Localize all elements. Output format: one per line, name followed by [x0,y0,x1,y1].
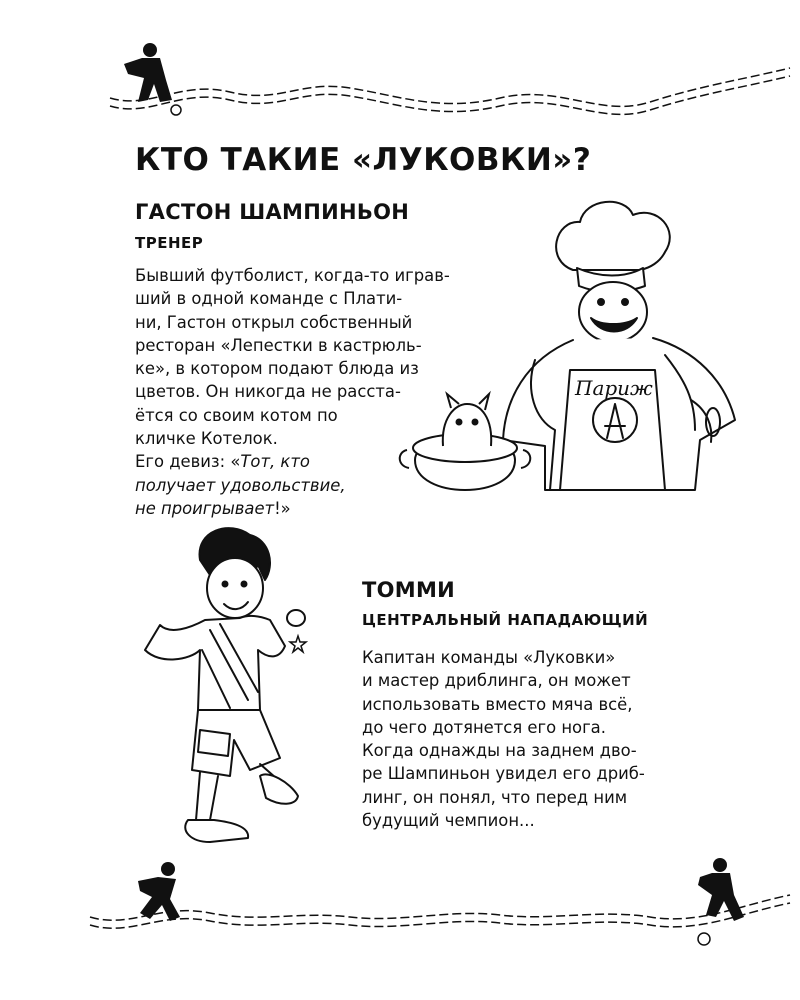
text-line: ресторан «Лепестки в кастрюль- [135,335,422,355]
text-line: ни, Гастон открыл собственный [135,312,413,332]
character-role-gaston: ТРЕНЕР [135,234,204,252]
tommy-shorts [192,710,280,776]
motto-text: получает удовольствие, [135,475,346,495]
ball-icon [287,610,305,626]
motto-suffix: !» [274,498,291,518]
text-line: ший в одной команде с Плати- [135,289,403,309]
page-title: КТО ТАКИЕ «ЛУКОВКИ»? [135,142,592,178]
motto-prefix: Его девиз: « [135,452,241,472]
chef-gaston-illustration [395,190,755,520]
text-line: ётся со своим котом по [135,405,338,425]
chef-face [579,282,647,342]
text-line: Капитан команды «Луковки» [362,648,616,667]
tommy-illustration [100,520,330,860]
text-line: цветов. Он никогда не расста- [135,382,401,402]
apron-lettering: Париж [575,376,653,400]
text-line: использовать вместо мяча всё, [362,694,633,714]
text-line: Бывший футболист, когда-то играв- [135,266,450,285]
footballer-silhouette-icon [698,858,744,945]
tommy-shoe-left [185,820,248,842]
text-line: ке», в котором подают блюда из [135,359,419,379]
character-description-tommy [362,646,645,832]
character-role-tommy: ЦЕНТРАЛЬНЫЙ НАПАДАЮЩИЙ [362,611,649,629]
motto-text: не проигрывает [135,498,275,518]
character-name-gaston: ГАСТОН ШАМПИНЬОН [135,200,410,224]
ball-icon [698,933,710,945]
footballer-silhouette-icon [138,862,180,921]
text-line: линг, он понял, что перед ним [362,787,628,807]
chef-hat [556,202,670,270]
star-sparkle-icon [290,636,306,652]
text-line: кличке Котелок. [135,429,278,449]
wavy-chain-border [90,895,790,928]
bottom-border-decoration [0,855,800,985]
tommy-shirt [145,616,285,710]
text-line: будущий чемпион... [362,811,535,831]
tommy-shoe-right [260,774,298,803]
text-line: Когда однажды на заднем дво- [362,741,637,761]
ball-icon [171,105,181,115]
text-line: ре Шампиньон увидел его дриб- [362,764,645,784]
character-name-tommy: ТОММИ [362,578,456,602]
text-line: до чего дотянется его нога. [362,717,606,737]
motto-text: Тот, кто [240,452,310,472]
wavy-chain-border [110,68,790,114]
cat-kotelok [443,394,491,446]
footballer-silhouette-icon [124,43,181,115]
top-border-decoration [0,40,800,130]
tommy-leg-left [196,772,218,820]
text-line: и мастер дриблинга, он может [362,671,631,691]
